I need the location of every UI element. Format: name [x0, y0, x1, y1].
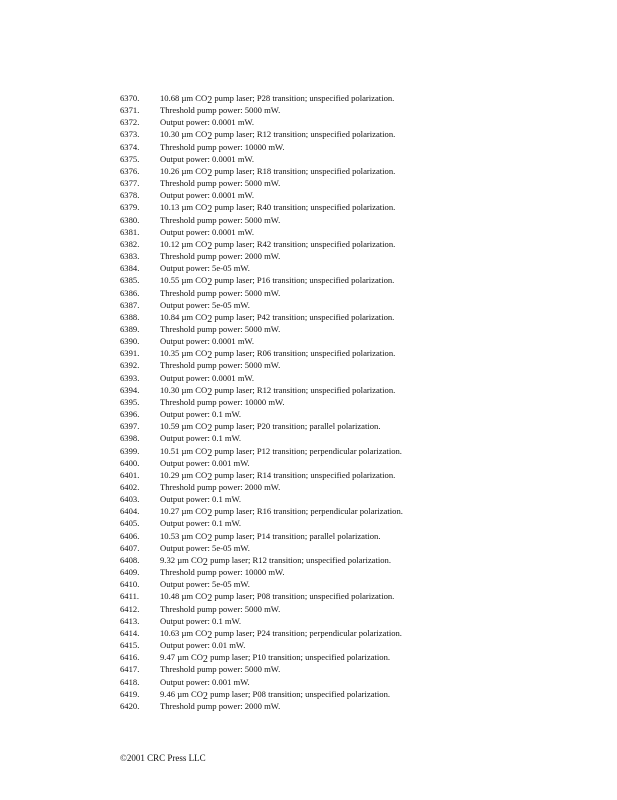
list-item — [120, 347, 403, 362]
entry-text: 10.63 µm CO2 pump laser; P24 transition; perpendicular polarization. — [160, 627, 402, 641]
entry-number: 6388. — [120, 311, 140, 322]
entry-text: Output power: 0.0001 mW. — [160, 190, 254, 201]
subscript: 2 — [207, 423, 213, 435]
subscript: 2 — [207, 95, 213, 106]
entry-text: Output power: 0.0001 mW. — [160, 372, 254, 383]
entry-text: 9.47 µm CO2 pump laser; P10 transition; unspecified polarization. — [160, 652, 391, 666]
list-item — [120, 238, 403, 250]
subscript: 2 — [207, 204, 213, 216]
list-item — [120, 274, 403, 289]
list-item — [120, 287, 403, 299]
list-item — [120, 104, 403, 116]
list-item — [120, 128, 403, 143]
entry-number: 6372. — [120, 117, 140, 128]
subscript: 2 — [207, 447, 213, 459]
entry-number: 6406. — [120, 530, 140, 541]
entry-text: Output power: 0.001 mW. — [160, 676, 250, 687]
list-item — [120, 189, 403, 201]
list-item — [120, 554, 403, 566]
entry-number: 6378. — [120, 190, 140, 201]
entry-number: 6401. — [120, 469, 140, 480]
entry-number: 6377. — [120, 178, 140, 189]
entry-number: 6396. — [120, 409, 140, 420]
entry-number: 6390. — [120, 336, 140, 347]
entry-text: Threshold pump power: 2000 mW. — [160, 482, 281, 492]
entry-text: Threshold pump power: 2000 mW. — [160, 700, 281, 711]
list-item — [120, 700, 403, 712]
entry-number: 6371. — [120, 105, 140, 116]
entry-number: 6376. — [120, 165, 140, 176]
list-item — [120, 372, 403, 384]
entry-number: 6417. — [120, 664, 140, 675]
list-item — [120, 651, 403, 666]
list-item — [120, 359, 403, 371]
entry-text: 10.29 µm CO2 pump laser; R14 transition; unspecified polarization. — [160, 469, 396, 483]
entry-number: 6379. — [120, 202, 140, 213]
entry-text: Threshold pump power: 5000 mW. — [160, 664, 281, 675]
list-item — [120, 566, 403, 578]
list-item — [120, 469, 403, 481]
entry-text: 10.55 µm CO2 pump laser; P16 transition; unspecified polarization. — [160, 275, 395, 289]
list-item — [120, 311, 403, 323]
subscript: 2 — [207, 508, 213, 520]
entry-number: 6412. — [120, 603, 140, 614]
entry-text: Output power: 5e-05 mW. — [160, 263, 250, 274]
list-item — [120, 615, 403, 627]
entry-number: 6409. — [120, 567, 140, 578]
entry-text: Output power: 0.1 mW. — [160, 615, 242, 626]
subscript: 2 — [207, 131, 213, 143]
entry-number: 6373. — [120, 129, 140, 140]
list-item — [120, 676, 403, 688]
subscript: 2 — [207, 240, 213, 252]
entry-text: Output power: 0.0001 mW. — [160, 117, 254, 128]
entry-number: 6387. — [120, 299, 140, 310]
entry-number: 6420. — [120, 700, 140, 711]
entry-text: Threshold pump power: 5000 mW. — [160, 105, 281, 116]
entry-number: 6397. — [120, 421, 140, 432]
entry-number: 6403. — [120, 494, 140, 505]
subscript: 2 — [202, 556, 208, 568]
entry-number: 6395. — [120, 396, 140, 407]
list-item — [120, 517, 403, 529]
list-item — [120, 116, 403, 128]
list-item — [120, 639, 403, 651]
entry-number: 6386. — [120, 287, 140, 298]
entry-number: 6415. — [120, 640, 140, 651]
list-item — [120, 250, 403, 262]
entry-number: 6402. — [120, 482, 140, 492]
entry-text: Output power: 0.1 mW. — [160, 433, 242, 444]
entry-number: 6392. — [120, 360, 140, 371]
entry-number: 6374. — [120, 141, 140, 152]
list-item — [120, 578, 403, 590]
entry-text: Threshold pump power: 5000 mW. — [160, 178, 281, 189]
entry-text: Output power: 5e-05 mW. — [160, 579, 250, 590]
entry-number: 6380. — [120, 214, 140, 225]
list-item — [120, 420, 403, 435]
entry-number: 6385. — [120, 275, 140, 286]
subscript: 2 — [207, 167, 213, 179]
list-item — [120, 177, 403, 189]
list-item — [120, 505, 403, 520]
entry-text: Threshold pump power: 5000 mW. — [160, 214, 281, 225]
entry-number: 6398. — [120, 433, 140, 444]
entry-list — [120, 92, 403, 712]
entry-text: Output power: 5e-05 mW. — [160, 299, 250, 310]
list-item — [120, 141, 403, 153]
entry-number: 6399. — [120, 445, 140, 456]
subscript: 2 — [207, 350, 213, 362]
entry-number: 6389. — [120, 323, 140, 334]
entry-number: 6411. — [120, 591, 140, 602]
entry-number: 6393. — [120, 372, 140, 383]
entry-number: 6416. — [120, 652, 140, 663]
subscript: 2 — [207, 386, 213, 398]
entry-text: Threshold pump power: 10000 mW. — [160, 141, 285, 152]
subscript: 2 — [202, 690, 208, 702]
list-item — [120, 384, 403, 396]
list-item — [120, 663, 403, 675]
list-item — [120, 92, 403, 104]
entry-number: 6381. — [120, 226, 140, 237]
entry-text: 10.26 µm CO2 pump laser; R18 transition; unspecified polarization. — [160, 165, 396, 179]
list-item — [120, 323, 403, 335]
entry-text: 10.84 µm CO2 pump laser; P42 transition; unspecified polarization. — [160, 311, 395, 325]
entry-text: 9.46 µm CO2 pump laser; P08 transition; unspecified polarization. — [160, 688, 391, 702]
list-item — [120, 299, 403, 311]
subscript: 2 — [207, 532, 213, 544]
subscript: 2 — [207, 471, 213, 483]
entry-number: 6394. — [120, 384, 140, 395]
entry-text: Output power: 0.01 mW. — [160, 640, 246, 651]
entry-text: 10.13 µm CO2 pump laser; R40 transition; unspecified polarization. — [160, 202, 396, 216]
entry-text: 10.51 µm CO2 pump laser; P12 transition; perpendicular polarization. — [160, 445, 402, 459]
list-item — [120, 481, 403, 493]
entry-text: 9.32 µm CO2 pump laser; R12 transition; unspecified polarization. — [160, 554, 391, 568]
list-item — [120, 153, 403, 165]
list-item — [120, 590, 403, 605]
entry-number: 6383. — [120, 251, 140, 262]
entry-text: Threshold pump power: 5000 mW. — [160, 603, 281, 614]
list-item — [120, 335, 403, 347]
subscript: 2 — [202, 654, 208, 666]
list-item — [120, 542, 403, 554]
entry-text: Threshold pump power: 2000 mW. — [160, 251, 281, 262]
entry-number: 6410. — [120, 579, 140, 590]
list-item — [120, 457, 403, 469]
entry-text: Output power: 0.1 mW. — [160, 518, 242, 529]
entry-number: 6408. — [120, 554, 140, 565]
entry-number: 6407. — [120, 542, 140, 553]
list-item — [120, 165, 403, 177]
entry-text: 10.30 µm CO2 pump laser; R12 transition; unspecified polarization. — [160, 384, 396, 398]
entry-text: Output power: 0.1 mW. — [160, 409, 242, 420]
entry-number: 6404. — [120, 506, 140, 517]
entry-number: 6400. — [120, 457, 140, 468]
list-item — [120, 445, 403, 457]
entry-text: Output power: 5e-05 mW. — [160, 542, 250, 553]
list-item — [120, 627, 403, 639]
list-item — [120, 530, 403, 542]
subscript: 2 — [207, 313, 213, 325]
list-item — [120, 688, 403, 700]
list-item — [120, 201, 403, 216]
entry-number: 6419. — [120, 688, 140, 699]
list-item — [120, 408, 403, 420]
entry-text: 10.30 µm CO2 pump laser; R12 transition; unspecified polarization. — [160, 129, 396, 143]
entry-text: Threshold pump power: 5000 mW. — [160, 287, 281, 298]
entry-text: Output power: 0.0001 mW. — [160, 226, 254, 237]
entry-number: 6375. — [120, 153, 140, 164]
entry-text: Output power: 0.0001 mW. — [160, 153, 254, 164]
entry-text: 10.68 µm CO2 pump laser; P28 transition; unspecified polarization. — [160, 93, 395, 106]
copyright-footer: ©2001 CRC Press LLC — [120, 753, 206, 763]
subscript: 2 — [207, 593, 213, 605]
entry-text: Threshold pump power: 5000 mW. — [160, 323, 281, 334]
entry-number: 6405. — [120, 518, 140, 529]
entry-number: 6414. — [120, 627, 140, 638]
list-item — [120, 214, 403, 226]
entry-text: Output power: 0.0001 mW. — [160, 336, 254, 347]
entry-text: 10.59 µm CO2 pump laser; P20 transition; parallel polarization. — [160, 421, 381, 435]
list-item — [120, 262, 403, 274]
subscript: 2 — [207, 629, 213, 641]
entry-text: Threshold pump power: 10000 mW. — [160, 396, 285, 407]
list-item — [120, 226, 403, 238]
entry-number: 6413. — [120, 615, 140, 626]
entry-text: 10.27 µm CO2 pump laser; R16 transition; perpendicular polarization. — [160, 506, 403, 520]
list-item — [120, 603, 403, 615]
entry-number: 6391. — [120, 348, 140, 359]
entry-number: 6384. — [120, 263, 140, 274]
entry-number: 6418. — [120, 676, 140, 687]
list-item — [120, 432, 403, 444]
entry-text: Threshold pump power: 10000 mW. — [160, 567, 285, 578]
entry-text: 10.48 µm CO2 pump laser; P08 transition; unspecified polarization. — [160, 591, 395, 605]
entry-number: 6370. — [120, 93, 140, 103]
list-item — [120, 493, 403, 505]
entry-text: 10.12 µm CO2 pump laser; R42 transition; unspecified polarization. — [160, 238, 396, 252]
subscript: 2 — [207, 277, 213, 289]
entry-text: 10.53 µm CO2 pump laser; P14 transition; parallel polarization. — [160, 530, 381, 544]
entry-text: 10.35 µm CO2 pump laser; R06 transition; unspecified polarization. — [160, 348, 396, 362]
entry-number: 6382. — [120, 238, 140, 249]
list-item — [120, 396, 403, 408]
entry-text: Threshold pump power: 5000 mW. — [160, 360, 281, 371]
entry-text: Output power: 0.001 mW. — [160, 457, 250, 468]
entry-text: Output power: 0.1 mW. — [160, 494, 242, 505]
